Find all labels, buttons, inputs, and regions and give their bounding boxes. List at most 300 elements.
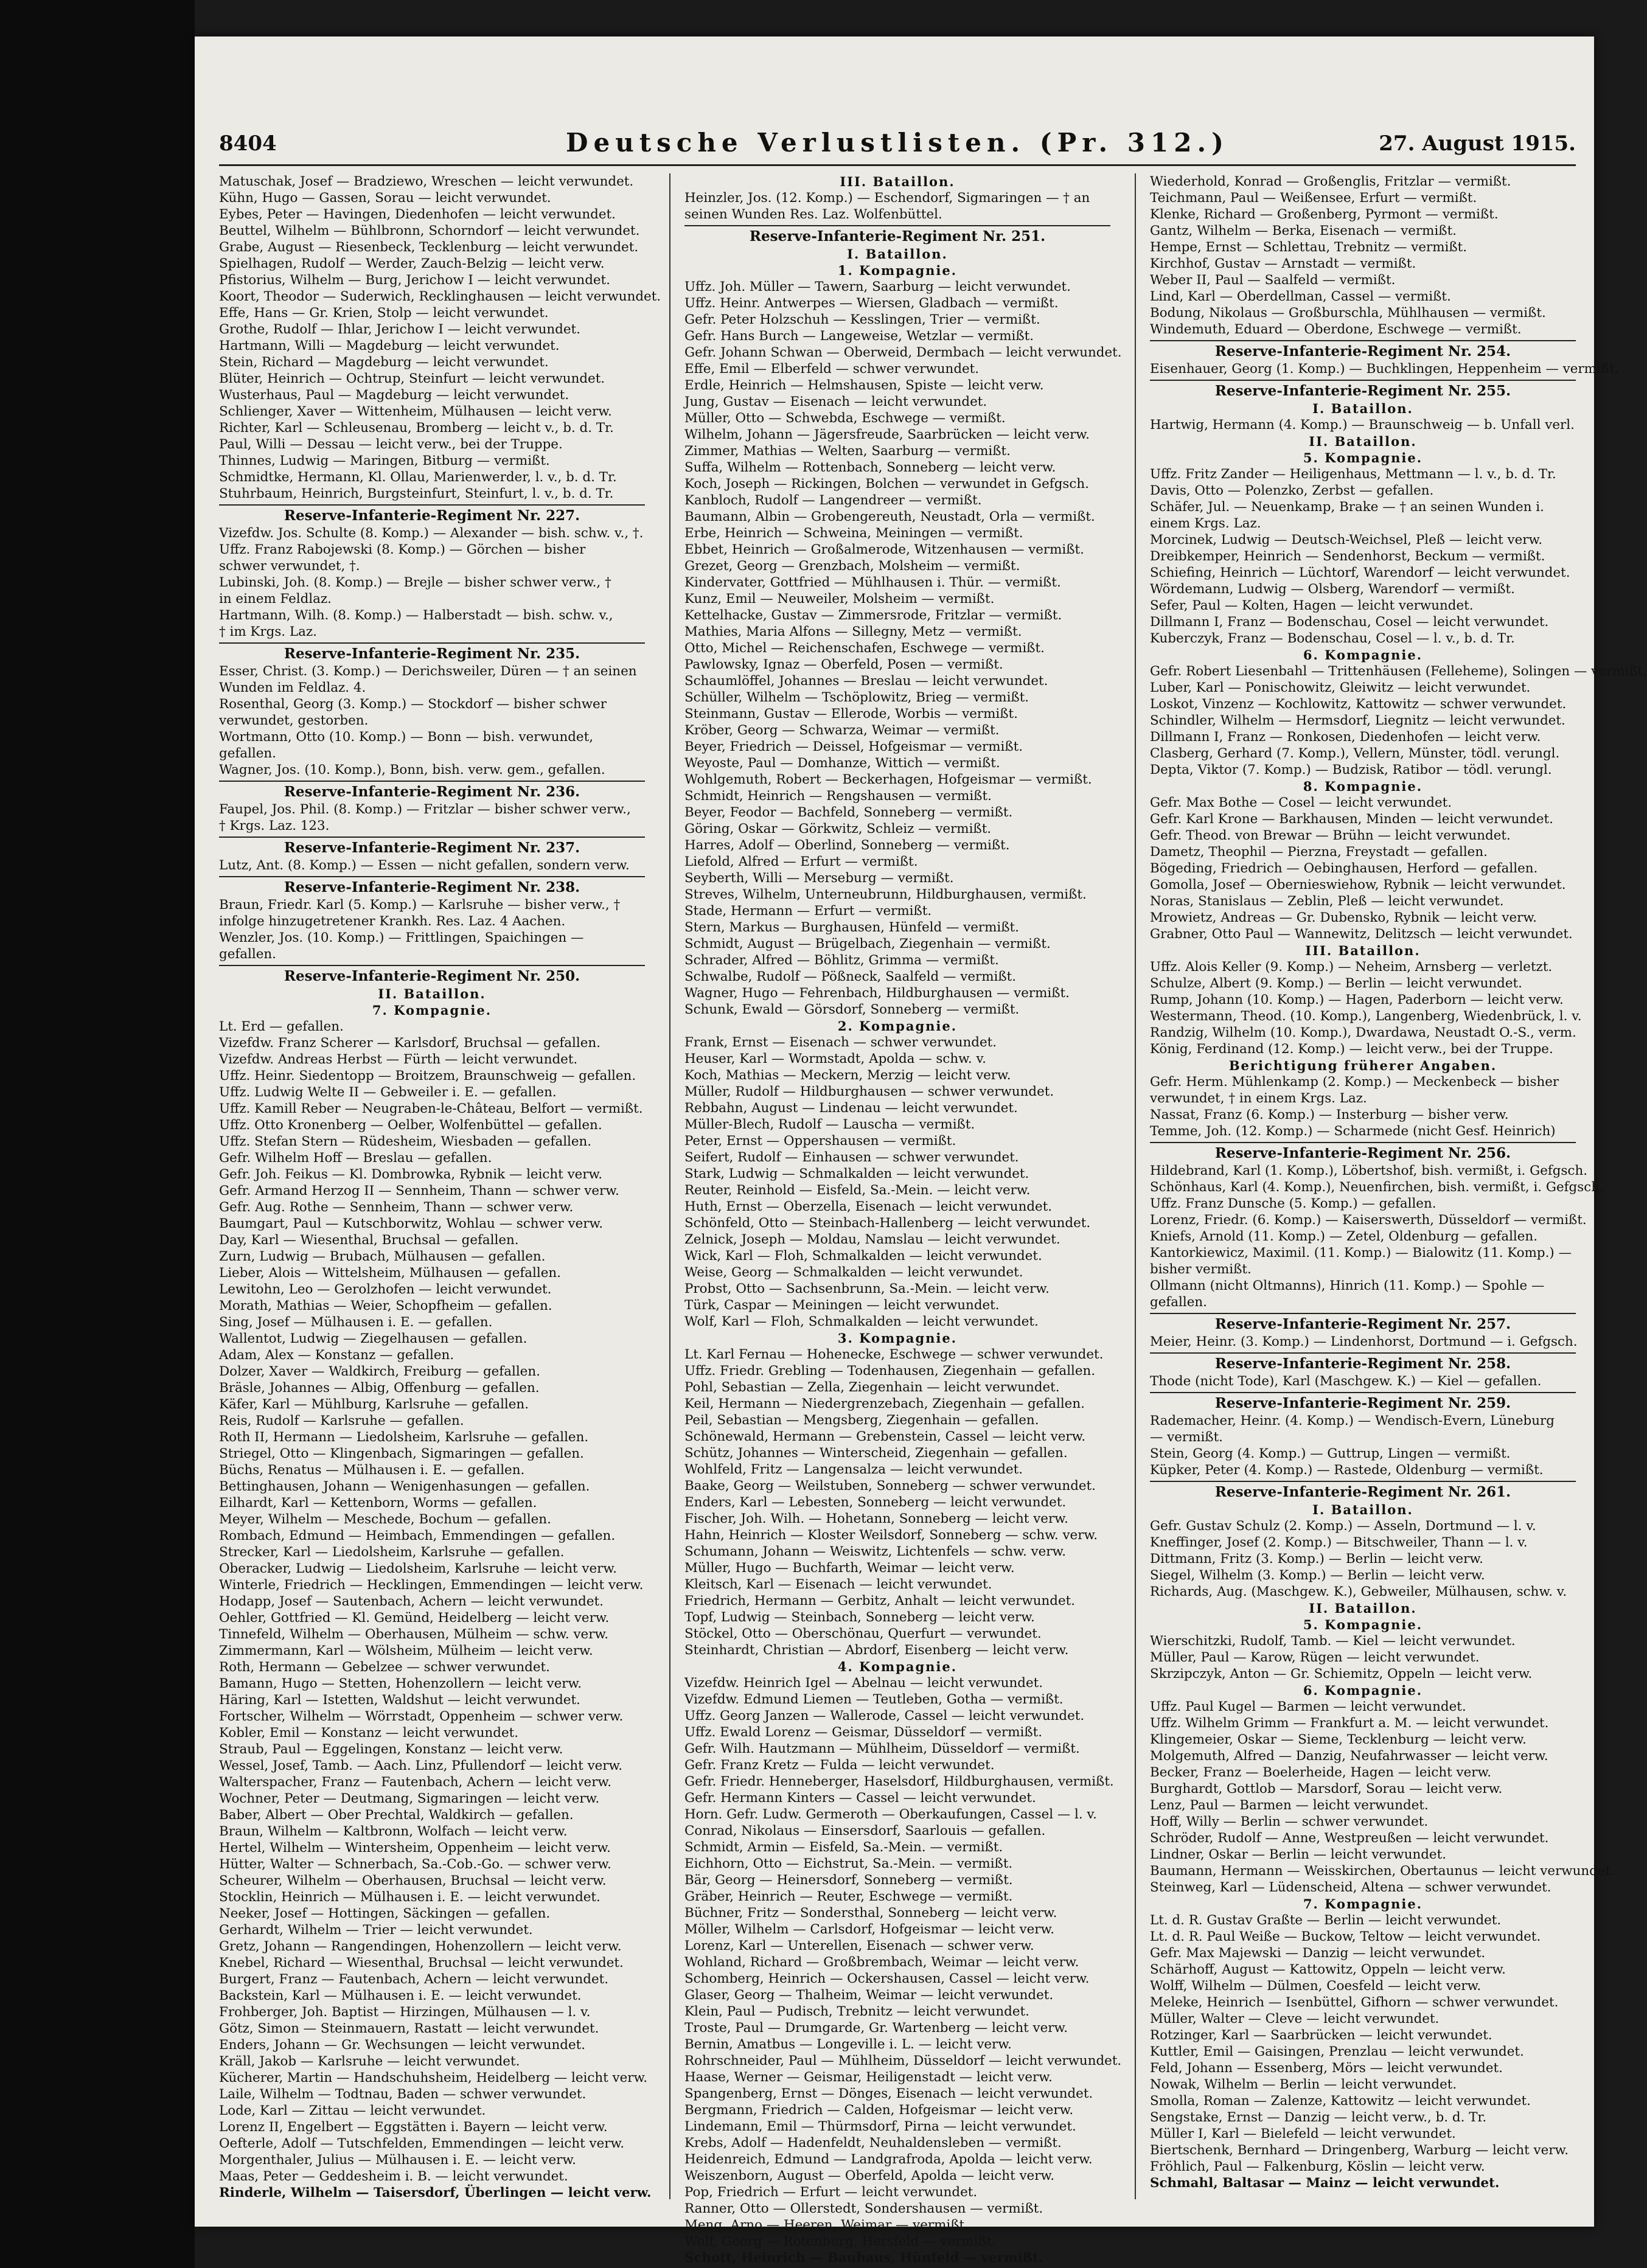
- casualty-entry: Uffz. Heinr. Antwerpes — Wiersen, Gladbach — vermißt.: [684, 296, 1059, 311]
- casualty-entry: Eilhardt, Karl — Kettenborn, Worms — gefallen.: [219, 1495, 537, 1511]
- casualty-entry: Frohberger, Joh. Baptist — Hirzingen, Mülhausen — l. v.: [219, 2005, 591, 2020]
- unit-subheading: III. Bataillon.: [840, 174, 955, 189]
- casualty-entry: gefallen.: [219, 947, 276, 962]
- casualty-entry: Gefr. Aug. Rothe — Sennheim, Thann — schwer verw.: [219, 1200, 574, 1215]
- casualty-entry: Gefr. Franz Kretz — Fulda — leicht verwundet.: [684, 1758, 995, 1773]
- unit-subheading: II. Bataillon.: [1309, 1601, 1417, 1616]
- unit-subheading: 4. Kompagnie.: [837, 1659, 958, 1674]
- casualty-entry: Knebel, Richard — Wiesenthal, Bruchsal — leicht verwundet.: [219, 1955, 624, 1971]
- casualty-entry: Kindervater, Gottfried — Mühlhausen i. Thür. — vermißt.: [684, 575, 1061, 590]
- casualty-entry: Koort, Theodor — Suderwich, Recklinghausen — leicht verwundet.: [219, 289, 661, 304]
- casualty-entry: Lutz, Ant. (8. Komp.) — Essen — nicht gefallen, sondern verw.: [219, 858, 630, 873]
- casualty-entry: Nowak, Wilhelm — Berlin — leicht verwundet.: [1150, 2077, 1457, 2092]
- casualty-entry: Uffz. Alois Keller (9. Komp.) — Neheim, Arnsberg — verletzt.: [1150, 959, 1553, 975]
- casualty-entry: Fischer, Joh. Wilh. — Hohetann, Sonneberg — leicht verw.: [684, 1511, 1068, 1526]
- casualty-entry: Oberacker, Ludwig — Liedolsheim, Karlsruhe — leicht verw.: [219, 1561, 617, 1576]
- regiment-heading: Reserve-Infanterie-Regiment Nr. 238.: [219, 876, 645, 897]
- unit-subheading: 6. Kompagnie.: [1303, 1683, 1423, 1698]
- casualty-entry: Schlienger, Xaver — Wittenheim, Mülhausen — leicht verw.: [219, 404, 612, 419]
- casualty-entry: Bettinghausen, Johann — Wenigenhasungen — gefallen.: [219, 1479, 590, 1494]
- casualty-entry: Wunden im Feldlaz. 4.: [219, 680, 366, 695]
- casualty-entry: Seifert, Rudolf — Einhausen — schwer verwundet.: [684, 1150, 1019, 1165]
- casualty-entry: Wolf, Karl — Floh, Schmalkalden — leicht verwundet.: [684, 1314, 1039, 1329]
- casualty-entry: Uffz. Georg Janzen — Wallerode, Cassel — leicht verwundet.: [684, 1708, 1085, 1724]
- casualty-entry: Gefr. Theod. von Brewar — Brühn — leicht verwundet.: [1150, 828, 1511, 843]
- casualty-entry: Uffz. Kamill Reber — Neugraben-le-Château, Belfort — vermißt.: [219, 1101, 643, 1116]
- regiment-heading: Reserve-Infanterie-Regiment Nr. 258.: [1150, 1352, 1576, 1373]
- casualty-entry: Heuser, Karl — Wormstadt, Apolda — schw. v.: [684, 1051, 986, 1066]
- casualty-entry: Rosenthal, Georg (3. Komp.) — Stockdorf — bisher schwer: [219, 697, 607, 712]
- casualty-entry: Thinnes, Ludwig — Maringen, Bitburg — vermißt.: [219, 453, 550, 468]
- casualty-entry: Lorenz, Friedr. (6. Komp.) — Kaiserswerth, Düsseldorf — vermißt.: [1150, 1212, 1587, 1228]
- casualty-entry: Loskot, Vinzenz — Kochlowitz, Kattowitz — schwer verwundet.: [1150, 697, 1567, 712]
- unit-subheading: I. Bataillon.: [847, 246, 948, 262]
- casualty-entry: Schmidtke, Hermann, Kl. Ollau, Marienwerder, l. v., b. d. Tr.: [219, 470, 617, 485]
- casualty-entry: Kniefs, Arnold (11. Komp.) — Zetel, Oldenburg — gefallen.: [1150, 1229, 1538, 1244]
- casualty-entry: Lt. d. R. Gustav Graßte — Berlin — leicht verwundet.: [1150, 1913, 1502, 1928]
- casualty-entry: Büchner, Fritz — Sondersthal, Sonneberg — leicht verw.: [684, 1905, 1057, 1921]
- casualty-entry: Otto, Michel — Reichenschafen, Eschwege — vermißt.: [684, 641, 1045, 656]
- casualty-entry: Dittmann, Fritz (3. Komp.) — Berlin — leicht verw.: [1150, 1551, 1483, 1567]
- casualty-entry: Sefer, Paul — Kolten, Hagen — leicht verwundet.: [1150, 598, 1474, 613]
- casualty-entry: Büchs, Renatus — Mülhausen i. E. — gefallen.: [219, 1463, 525, 1478]
- casualty-entry: Lieber, Alois — Wittelsheim, Mülhausen — gefallen.: [219, 1265, 561, 1281]
- casualty-entry: Weber II, Paul — Saalfeld — vermißt.: [1150, 273, 1396, 288]
- casualty-entry: Effe, Hans — Gr. Krien, Stolp — leicht verwundet.: [219, 305, 549, 321]
- casualty-entry: Beyer, Friedrich — Deissel, Hofgeismar — vermißt.: [684, 739, 1023, 754]
- casualty-entry: Schönhaus, Karl (4. Komp.), Neuenfirchen, bish. vermißt, i. Gefgsch.: [1150, 1180, 1604, 1195]
- casualty-entry: Lenz, Paul — Barmen — leicht verwundet.: [1150, 1798, 1429, 1813]
- casualty-entry: Lode, Karl — Zittau — leicht verwundet.: [219, 2103, 486, 2118]
- casualty-entry: Seyberth, Willi — Merseburg — vermißt.: [684, 871, 954, 886]
- column-1: [219, 173, 661, 2205]
- casualty-entry: Steinweg, Karl — Lüdenscheid, Altena — schwer verwundet.: [1150, 1880, 1551, 1895]
- casualty-entry: Biertschenk, Bernhard — Dringenberg, Warburg — leicht verw.: [1150, 2143, 1569, 2158]
- casualty-entry: Tinnefeld, Wilhelm — Oberhausen, Mülheim — schw. verw.: [219, 1627, 609, 1642]
- casualty-entry: Meng, Arno — Heeren, Weimar — vermißt.: [684, 2218, 969, 2233]
- column-2: [684, 173, 1122, 2266]
- casualty-entry: Meyer, Wilhelm — Meschede, Bochum — gefallen.: [219, 1512, 551, 1527]
- casualty-entry: Wohlfeld, Fritz — Langensalza — leicht verwundet.: [684, 1462, 1023, 1477]
- casualty-entry: Gantz, Wilhelm — Berka, Eisenach — vermißt.: [1150, 223, 1457, 238]
- casualty-entry: Braun, Wilhelm — Kaltbronn, Wolfach — leicht verw.: [219, 1824, 568, 1839]
- casualty-entry: Schomberg, Heinrich — Ockershausen, Cassel — leicht verw.: [684, 1971, 1090, 1986]
- casualty-entry: Müller, Otto — Schwebda, Eschwege — vermißt.: [684, 411, 1006, 426]
- casualty-entry: Wördemann, Ludwig — Olsberg, Warendorf — vermißt.: [1150, 582, 1515, 597]
- regiment-heading: Reserve-Infanterie-Regiment Nr. 261.: [1150, 1481, 1576, 1501]
- regiment-heading: Reserve-Infanterie-Regiment Nr. 227.: [219, 504, 645, 525]
- casualty-entry: Götz, Simon — Steinmauern, Rastatt — leicht verwundet.: [219, 2021, 599, 2036]
- casualty-entry: Liefold, Alfred — Erfurt — vermißt.: [684, 854, 918, 869]
- casualty-entry: Day, Karl — Wiesenthal, Bruchsal — gefallen.: [219, 1233, 519, 1248]
- casualty-entry: Peil, Sebastian — Mengsberg, Ziegenhain — gefallen.: [684, 1413, 1039, 1428]
- casualty-entry: Vizefdw. Franz Scherer — Karlsdorf, Bruchsal — gefallen.: [219, 1035, 601, 1051]
- casualty-entry: Uffz. Fritz Zander — Heiligenhaus, Mettmann — l. v., b. d. Tr.: [1150, 467, 1556, 482]
- casualty-entry: Lindemann, Emil — Thürmsdorf, Pirna — leicht verwundet.: [684, 2119, 1076, 2134]
- casualty-entry: Uffz. Ludwig Welte II — Gebweiler i. E. — gefallen.: [219, 1085, 557, 1100]
- casualty-entry: Uffz. Joh. Müller — Tawern, Saarburg — leicht verwundet.: [684, 279, 1071, 294]
- casualty-entry: Müller-Blech, Rudolf — Lauscha — vermißt.: [684, 1117, 975, 1132]
- casualty-entry: Kobler, Emil — Konstanz — leicht verwundet.: [219, 1725, 519, 1741]
- casualty-entry: Krebs, Adolf — Hadenfeldt, Neuhaldensleben — vermißt.: [684, 2135, 1062, 2151]
- casualty-entry: Türk, Caspar — Meiningen — leicht verwundet.: [684, 1298, 1000, 1313]
- casualty-entry: Stade, Hermann — Erfurt — vermißt.: [684, 903, 932, 919]
- regiment-heading: Reserve-Infanterie-Regiment Nr. 251.: [684, 225, 1110, 246]
- casualty-entry: Baumann, Albin — Grobengereuth, Neustadt, Orla — vermißt.: [684, 509, 1095, 524]
- casualty-entry: Luber, Karl — Ponischowitz, Gleiwitz — leicht verwundet.: [1150, 680, 1531, 695]
- casualty-entry: † im Krgs. Laz.: [219, 624, 317, 639]
- casualty-entry: Vizefdw. Heinrich Igel — Abelnau — leicht verwundet.: [684, 1675, 1043, 1691]
- casualty-entry: Richter, Karl — Schleusenau, Bromberg — leicht v., b. d. Tr.: [219, 420, 614, 436]
- unit-subheading: III. Bataillon.: [1305, 943, 1421, 958]
- casualty-entry: Wilhelm, Johann — Jägersfreude, Saarbrücken — leicht verw.: [684, 427, 1090, 442]
- casualty-entry: Meleke, Heinrich — Isenbüttel, Gifhorn — schwer verwundet.: [1150, 1995, 1559, 2010]
- regiment-heading: Reserve-Infanterie-Regiment Nr. 235.: [219, 642, 645, 663]
- casualty-entry: Gräber, Heinrich — Reuter, Eschwege — vermißt.: [684, 1889, 1013, 1904]
- casualty-entry: Schönewald, Hermann — Grebenstein, Cassel — leicht verw.: [684, 1429, 1086, 1444]
- casualty-entry: Frank, Ernst — Eisenach — schwer verwundet.: [684, 1035, 997, 1050]
- casualty-entry: Uffz. Franz Rabojewski (8. Komp.) — Görchen — bisher: [219, 542, 586, 557]
- casualty-entry: Probst, Otto — Sachsenbrunn, Sa.-Mein. — leicht verw.: [684, 1281, 1050, 1296]
- casualty-entry: Dillmann I, Franz — Ronkosen, Diedenhofen — leicht verw.: [1150, 729, 1541, 745]
- casualty-entry: Reuter, Reinhold — Eisfeld, Sa.-Mein. — leicht verw.: [684, 1183, 1031, 1198]
- casualty-entry: in einem Feldlaz.: [219, 591, 332, 607]
- regiment-heading: Reserve-Infanterie-Regiment Nr. 254.: [1150, 340, 1576, 361]
- casualty-entry: Gefr. Joh. Feikus — Kl. Dombrowka, Rybnik — leicht verw.: [219, 1167, 603, 1182]
- casualty-entry: Dametz, Theophil — Pierzna, Freystadt — gefallen.: [1150, 844, 1488, 860]
- casualty-entry: Müller, Walter — Cleve — leicht verwundet.: [1150, 2011, 1440, 2026]
- casualty-entry: Gefr. Wilhelm Hoff — Breslau — gefallen.: [219, 1150, 492, 1166]
- casualty-entry: Kuberczyk, Franz — Bodenschau, Cosel — l. v., b. d. Tr.: [1150, 631, 1515, 646]
- casualty-entry: Kanbloch, Rudolf — Langendreer — vermißt.: [684, 493, 982, 508]
- unit-subheading: 7. Kompagnie.: [372, 1003, 492, 1018]
- casualty-entry: Uffz. Heinr. Siedentopp — Broitzem, Braunschweig — gefallen.: [219, 1068, 636, 1084]
- casualty-entry: Kröber, Georg — Schwarza, Weimar — vermißt.: [684, 723, 1000, 738]
- casualty-entry: Gefr. Herm. Mühlenkamp (2. Komp.) — Meckenbeck — bisher: [1150, 1074, 1559, 1090]
- casualty-entry: Schunk, Ewald — Görsdorf, Sonneberg — vermißt.: [684, 1002, 1020, 1017]
- casualty-entry: Nassat, Franz (6. Komp.) — Insterburg — bisher verw.: [1150, 1107, 1509, 1122]
- casualty-entry: Küpker, Peter (4. Komp.) — Rastede, Oldenburg — vermißt.: [1150, 1463, 1544, 1478]
- casualty-entry: Bergmann, Friedrich — Calden, Hofgeismar — leicht verw.: [684, 2103, 1074, 2118]
- casualty-entry: Burghardt, Gottlob — Marsdorf, Sorau — leicht verw.: [1150, 1781, 1503, 1797]
- casualty-entry: Grabe, August — Riesenbeck, Tecklenburg — leicht verwundet.: [219, 240, 639, 255]
- casualty-entry: Hempe, Ernst — Schlettau, Trebnitz — vermißt.: [1150, 240, 1468, 255]
- casualty-entry: Müller I, Karl — Bielefeld — leicht verwundet.: [1150, 2126, 1456, 2141]
- casualty-entry: Schärhoff, August — Kattowitz, Oppeln — leicht verw.: [1150, 1962, 1506, 1977]
- casualty-entry: Wolf, Georg — Rotenburg, Hersfeld — vermißt.: [684, 2234, 996, 2249]
- casualty-entry: Schüller, Wilhelm — Tschöplowitz, Brieg — vermißt.: [684, 690, 1029, 705]
- casualty-entry: Westermann, Theod. (10. Komp.), Langenberg, Wiedenbrück, l. v.: [1150, 1009, 1582, 1024]
- casualty-entry: Uffz. Otto Kronenberg — Oelber, Wolfenbüttel — gefallen.: [219, 1118, 602, 1133]
- unit-subheading: I. Bataillon.: [1312, 1502, 1413, 1517]
- casualty-entry: Weiszenborn, August — Oberfeld, Apolda — leicht verw.: [684, 2168, 1055, 2183]
- casualty-entry: Lubinski, Joh. (8. Komp.) — Brejle — bisher schwer verw., †: [219, 575, 611, 590]
- regiment-heading: Reserve-Infanterie-Regiment Nr. 256.: [1150, 1142, 1576, 1163]
- casualty-entry: Gefr. Robert Liesenbahl — Trittenhäusen (Felleheme), Solingen — vermißt.: [1150, 664, 1647, 679]
- casualty-entry: seinen Wunden Res. Laz. Wolfenbüttel.: [684, 207, 942, 222]
- casualty-entry: Göring, Oskar — Görkwitz, Schleiz — vermißt.: [684, 821, 992, 837]
- casualty-entry: Mathies, Maria Alfons — Sillegny, Metz — vermißt.: [684, 624, 1022, 639]
- casualty-entry: Hahn, Heinrich — Kloster Weilsdorf, Sonneberg — schw. verw.: [684, 1528, 1098, 1543]
- casualty-entry: Lt. d. R. Paul Weiße — Buckow, Teltow — leicht verwundet.: [1150, 1929, 1541, 1944]
- casualty-entry: Gefr. Hermann Kinters — Cassel — leicht verwundet.: [684, 1790, 1036, 1806]
- casualty-entry: Huth, Ernst — Oberzella, Eisenach — leicht verwundet.: [684, 1199, 1053, 1214]
- casualty-entry: Stuhrbaum, Heinrich, Burgsteinfurt, Steinfurt, l. v., b. d. Tr.: [219, 486, 614, 501]
- casualty-entry: Sengstake, Ernst — Danzig — leicht verw., b. d. Tr.: [1150, 2110, 1487, 2125]
- unit-subheading: 1. Kompagnie.: [837, 263, 958, 278]
- casualty-entry: Stocklin, Heinrich — Mülhausen i. E. — leicht verwundet.: [219, 1890, 601, 1905]
- casualty-entry: Kantorkiewicz, Maximil. (11. Komp.) — Bialowitz (11. Komp.) —: [1150, 1245, 1572, 1261]
- casualty-entry: Straub, Paul — Eggelingen, Konstanz — leicht verw.: [219, 1742, 563, 1757]
- casualty-entry: Uffz. Ewald Lorenz — Geismar, Düsseldorf — vermißt.: [684, 1725, 1043, 1740]
- casualty-entry: Randzig, Wilhelm (10. Komp.), Dwardawa, Neustadt O.-S., verm.: [1150, 1025, 1576, 1040]
- casualty-entry: Wagner, Hugo — Fehrenbach, Hildburghausen — vermißt.: [684, 986, 1070, 1001]
- casualty-entry: Schiefing, Heinrich — Lüchtorf, Warendorf — leicht verwundet.: [1150, 565, 1570, 580]
- casualty-entry: Kneffinger, Josef (2. Komp.) — Bitschweiler, Thann — l. v.: [1150, 1535, 1528, 1550]
- casualty-entry: Gefr. Hans Burch — Langeweise, Wetzlar — vermißt.: [684, 329, 1034, 344]
- casualty-entry: Schwalbe, Rudolf — Pößneck, Saalfeld — vermißt.: [684, 969, 1017, 984]
- casualty-entry: Roth II, Hermann — Liedolsheim, Karlsruhe — gefallen.: [219, 1430, 589, 1445]
- casualty-entry: Suffa, Wilhelm — Rottenbach, Sonneberg — leicht verw.: [684, 460, 1056, 475]
- casualty-entry: Schäfer, Jul. — Neuenkamp, Brake — † an seinen Wunden i.: [1150, 499, 1544, 515]
- casualty-entry: Davis, Otto — Polenzko, Zerbst — gefallen.: [1150, 483, 1434, 498]
- casualty-entry: Schmidt, August — Brügelbach, Ziegenhain — vermißt.: [684, 936, 1051, 951]
- casualty-entry: Windemuth, Eduard — Oberdone, Eschwege — vermißt.: [1150, 322, 1522, 337]
- casualty-entry: Laile, Wilhelm — Todtnau, Baden — schwer verwundet.: [219, 2087, 587, 2102]
- casualty-entry: Steinmann, Gustav — Ellerode, Worbis — vermißt.: [684, 706, 1018, 722]
- casualty-entry: Pop, Friedrich — Erfurt — leicht verwundet.: [684, 2185, 978, 2200]
- casualty-entry: Pfistorius, Wilhelm — Burg, Jerichow I — leicht verwundet.: [219, 273, 610, 288]
- casualty-entry: Gretz, Johann — Rangendingen, Hohenzollern — leicht verw.: [219, 1939, 622, 1954]
- casualty-entry: Möller, Wilhelm — Carlsdorf, Hofgeismar — leicht verw.: [684, 1922, 1055, 1937]
- casualty-entry: Hartmann, Willi — Magdeburg — leicht verwundet.: [219, 338, 560, 353]
- casualty-entry: Noras, Stanislaus — Zeblin, Pleß — leicht verwundet.: [1150, 894, 1504, 909]
- casualty-entry: Morcinek, Ludwig — Deutsch-Weichsel, Pleß — leicht verw.: [1150, 532, 1543, 548]
- regiment-heading: Reserve-Infanterie-Regiment Nr. 255.: [1150, 380, 1576, 400]
- casualty-entry: Wallentot, Ludwig — Ziegelhausen — gefallen.: [219, 1331, 528, 1346]
- casualty-entry: Rebbahn, August — Lindenau — leicht verwundet.: [684, 1101, 1018, 1116]
- casualty-entry: Schönfeld, Otto — Steinbach-Hallenberg — leicht verwundet.: [684, 1216, 1091, 1231]
- casualty-entry: Heinzler, Jos. (12. Komp.) — Eschendorf, Sigmaringen — † an: [684, 190, 1090, 206]
- casualty-entry: Spangenberg, Ernst — Dönges, Eisenach — leicht verwundet.: [684, 2086, 1093, 2101]
- casualty-entry: Kühn, Hugo — Gassen, Sorau — leicht verwundet.: [219, 190, 551, 206]
- unit-subheading: I. Bataillon.: [1312, 401, 1413, 416]
- casualty-entry: Schrader, Alfred — Böhlitz, Grimma — vermißt.: [684, 953, 999, 968]
- unit-subheading: Berichtigung früherer Angaben.: [1228, 1058, 1497, 1073]
- casualty-entry: Zelnick, Joseph — Moldau, Namslau — leicht verwundet.: [684, 1232, 1060, 1247]
- casualty-entry: Clasberg, Gerhard (7. Komp.), Vellern, Münster, tödl. verungl.: [1150, 746, 1560, 761]
- casualty-entry: Glaser, Georg — Thalheim, Weimar — leicht verwundet.: [684, 1988, 1054, 2003]
- casualty-entry: Schumann, Johann — Weiswitz, Lichtenfels — schw. verw.: [684, 1544, 1067, 1559]
- casualty-entry: Uffz. Paul Kugel — Barmen — leicht verwundet.: [1150, 1699, 1466, 1714]
- casualty-entry: Kuttler, Emil — Gaisingen, Prenzlau — leicht verwundet.: [1150, 2044, 1524, 2059]
- casualty-entry: Rombach, Edmund — Heimbach, Emmendingen — gefallen.: [219, 1528, 616, 1543]
- casualty-entry: Esser, Christ. (3. Komp.) — Derichsweiler, Düren — † an seinen: [219, 664, 637, 679]
- casualty-entry: Stern, Markus — Burghausen, Hünfeld — vermißt.: [684, 920, 1019, 935]
- casualty-entry: Schmidt, Armin — Eisfeld, Sa.-Mein. — vermißt.: [684, 1840, 1003, 1855]
- casualty-entry: Scheurer, Wilhelm — Oberhausen, Bruchsal — leicht verw.: [219, 1873, 607, 1888]
- casualty-entry: — vermißt.: [1150, 1430, 1223, 1445]
- casualty-entry: Rohrschneider, Paul — Mühlheim, Düsseldorf — leicht verwundet.: [684, 2053, 1122, 2068]
- casualty-entry: Grothe, Rudolf — Ihlar, Jerichow I — leicht verwundet.: [219, 322, 580, 337]
- casualty-entry: Koch, Mathias — Meckern, Merzig — leicht verw.: [684, 1068, 1011, 1083]
- casualty-entry: Bodung, Nikolaus — Großburschla, Mühlhausen — vermißt.: [1150, 305, 1546, 321]
- casualty-entry: Rotzinger, Karl — Saarbrücken — leicht verwundet.: [1150, 2028, 1492, 2043]
- casualty-entry: Stein, Richard — Magdeburg — leicht verwundet.: [219, 355, 549, 370]
- casualty-entry: Teichmann, Paul — Weißensee, Erfurt — vermißt.: [1150, 190, 1477, 206]
- casualty-entry: Stark, Ludwig — Schmalkalden — leicht verwundet.: [684, 1166, 1029, 1181]
- unit-subheading: 6. Kompagnie.: [1303, 647, 1423, 663]
- casualty-entry: Richards, Aug. (Maschgew. K.), Gebweiler, Mülhausen, schw. v.: [1150, 1584, 1567, 1599]
- casualty-entry: Vizefdw. Edmund Liemen — Teutleben, Gotha — vermißt.: [684, 1692, 1064, 1707]
- page-title: Deutsche Verlustlisten. (Pr. 312.): [566, 128, 1229, 158]
- casualty-entry: Koch, Joseph — Rickingen, Bolchen — verwundet in Gefgsch.: [684, 476, 1089, 492]
- casualty-entry: Kunz, Emil — Neuweiler, Molsheim — vermißt.: [684, 591, 995, 607]
- casualty-entry: Schmahl, Baltasar — Mainz — leicht verwundet.: [1150, 2176, 1500, 2191]
- unit-subheading: II. Bataillon.: [1309, 434, 1417, 449]
- casualty-entry: Oehler, Gottfried — Kl. Gemünd, Heidelberg — leicht verw.: [219, 1610, 610, 1626]
- casualty-entry: Schmidt, Heinrich — Rengshausen — vermißt.: [684, 788, 992, 804]
- casualty-entry: Eichhorn, Otto — Eichstrut, Sa.-Mein. — vermißt.: [684, 1856, 1013, 1871]
- casualty-entry: Beyer, Feodor — Bachfeld, Sonneberg — vermißt.: [684, 805, 1013, 820]
- casualty-entry: Schröder, Rudolf — Anne, Westpreußen — leicht verwundet.: [1150, 1831, 1549, 1846]
- casualty-entry: Troste, Paul — Drumgarde, Gr. Wartenberg — leicht verw.: [684, 2020, 1068, 2036]
- casualty-entry: Eybes, Peter — Havingen, Diedenhofen — leicht verwundet.: [219, 207, 616, 222]
- casualty-entry: Uffz. Wilhelm Grimm — Frankfurt a. M. — leicht verwundet.: [1150, 1716, 1549, 1731]
- casualty-entry: Oefterle, Adolf — Tutschfelden, Emmendingen — leicht verw.: [219, 2136, 625, 2151]
- casualty-entry: Wessel, Josef, Tamb. — Aach. Linz, Pfullendorf — leicht verw.: [219, 1758, 623, 1773]
- casualty-entry: Harres, Adolf — Oberlind, Sonneberg — vermißt.: [684, 838, 1010, 853]
- casualty-entry: Matuschak, Josef — Bradziewo, Wreschen — leicht verwundet.: [219, 174, 634, 189]
- casualty-entry: Enders, Johann — Gr. Wechsungen — leicht verwundet.: [219, 2037, 586, 2053]
- casualty-entry: Thode (nicht Tode), Karl (Maschgew. K.) — Kiel — gefallen.: [1150, 1374, 1542, 1389]
- casualty-entry: Bär, Georg — Heinersdorf, Sonneberg — vermißt.: [684, 1873, 1013, 1888]
- casualty-entry: Winterle, Friedrich — Hecklingen, Emmendingen — leicht verw.: [219, 1578, 644, 1593]
- casualty-entry: Gefr. Peter Holzschuh — Kesslingen, Trier — vermißt.: [684, 312, 1040, 327]
- casualty-entry: Pawlowsky, Ignaz — Oberfeld, Posen — vermißt.: [684, 657, 1003, 672]
- casualty-entry: Fröhlich, Paul — Falkenburg, Köslin — leicht verw.: [1150, 2159, 1485, 2174]
- casualty-entry: Bräsle, Johannes — Albig, Offenburg — gefallen.: [219, 1380, 540, 1396]
- issue-date: 27. August 1915.: [1379, 131, 1576, 156]
- casualty-entry: Gefr. Karl Krone — Barkhausen, Minden — leicht verwundet.: [1150, 812, 1553, 827]
- casualty-entry: Kleitsch, Karl — Eisenach — leicht verwundet.: [684, 1577, 992, 1592]
- casualty-entry: Horn. Gefr. Ludw. Germeroth — Oberkaufungen, Cassel — l. v.: [684, 1807, 1097, 1822]
- casualty-entry: Schütz, Johannes — Winterscheid, Ziegenhain — gefallen.: [684, 1445, 1068, 1461]
- unit-subheading: II. Bataillon.: [378, 986, 486, 1001]
- casualty-entry: Ollmann (nicht Oltmanns), Hinrich (11. Komp.) — Spohle —: [1150, 1278, 1545, 1293]
- casualty-entry: Erbe, Heinrich — Schweina, Meiningen — vermißt.: [684, 526, 1023, 541]
- casualty-entry: Baumgart, Paul — Kutschborwitz, Wohlau — schwer verw.: [219, 1216, 604, 1231]
- casualty-entry: Hoff, Willy — Berlin — schwer verwundet.: [1150, 1814, 1429, 1829]
- column-divider: [669, 173, 670, 2199]
- casualty-entry: Sing, Josef — Mülhausen i. E. — gefallen.: [219, 1315, 493, 1330]
- casualty-entry: Peter, Ernst — Oppershausen — vermißt.: [684, 1133, 956, 1149]
- casualty-entry: Burgert, Franz — Fautenbach, Achern — leicht verwundet.: [219, 1972, 609, 1987]
- casualty-entry: Gefr. Armand Herzog II — Sennheim, Thann — schwer verw.: [219, 1183, 619, 1198]
- casualty-entry: Enders, Karl — Lebesten, Sonneberg — leicht verwundet.: [684, 1495, 1067, 1510]
- casualty-entry: Vizefdw. Jos. Schulte (8. Komp.) — Alexander — bish. schw. v., †.: [219, 526, 644, 541]
- casualty-entry: Bernin, Amatbus — Longeville i. L. — leicht verw.: [684, 2037, 1012, 2052]
- casualty-entry: Bamann, Hugo — Stetten, Hohenzollern — leicht verw.: [219, 1676, 582, 1691]
- casualty-entry: Wohland, Richard — Großbrembach, Weimar — leicht verw.: [684, 1955, 1079, 1970]
- casualty-entry: schwer verwundet, †.: [219, 558, 360, 574]
- casualty-entry: Hildebrand, Karl (1. Komp.), Löbertshof, bish. vermißt, i. Gefgsch.: [1150, 1163, 1588, 1178]
- casualty-entry: Kücherer, Martin — Handschuhsheim, Heidelberg — leicht verw.: [219, 2070, 648, 2085]
- casualty-entry: Reis, Rudolf — Karlsruhe — gefallen.: [219, 1413, 464, 1428]
- casualty-entry: Haase, Werner — Geismar, Heiligenstadt — leicht verw.: [684, 2070, 1053, 2085]
- casualty-entry: Lorenz, Karl — Unterellen, Eisenach — schwer verw.: [684, 1938, 1034, 1953]
- casualty-entry: Gefr. Wilh. Hautzmann — Mühlheim, Düsseldorf — vermißt.: [684, 1741, 1080, 1756]
- casualty-entry: Paul, Willi — Dessau — leicht verw., bei der Truppe.: [219, 437, 563, 452]
- casualty-entry: Klein, Paul — Pudisch, Trebnitz — leicht verwundet.: [684, 2004, 1029, 2019]
- casualty-entry: Schulze, Albert (9. Komp.) — Berlin — leicht verwundet.: [1150, 976, 1522, 991]
- casualty-entry: Backstein, Karl — Mülhausen i. E. — leicht verwundet.: [219, 1988, 582, 2003]
- casualty-entry: Beuttel, Wilhelm — Bühlbronn, Schorndorf — leicht verwundet.: [219, 223, 640, 238]
- unit-subheading: 2. Kompagnie.: [837, 1018, 958, 1034]
- regiment-heading: Reserve-Infanterie-Regiment Nr. 236.: [219, 781, 645, 801]
- casualty-entry: Strecker, Karl — Liedolsheim, Karlsruhe — gefallen.: [219, 1545, 565, 1560]
- casualty-entry: Rinderle, Wilhelm — Taisersdorf, Überlingen — leicht verw.: [219, 2185, 652, 2200]
- casualty-entry: Müller, Hugo — Buchfarth, Weimar — leicht verw.: [684, 1560, 1015, 1576]
- casualty-entry: Bögeding, Friedrich — Oebinghausen, Herford — gefallen.: [1150, 861, 1538, 876]
- casualty-entry: Depta, Viktor (7. Komp.) — Budzisk, Ratibor — tödl. verungl.: [1150, 762, 1552, 777]
- casualty-entry: Baumann, Hermann — Weisskirchen, Obertaunus — leicht verwundet.: [1150, 1863, 1615, 1879]
- casualty-entry: Klenke, Richard — Großenberg, Pyrmont — vermißt.: [1150, 207, 1499, 222]
- regiment-heading: Reserve-Infanterie-Regiment Nr. 259.: [1150, 1392, 1576, 1413]
- regiment-heading: Reserve-Infanterie-Regiment Nr. 250.: [219, 965, 645, 986]
- casualty-entry: einem Krgs. Laz.: [1150, 516, 1261, 531]
- casualty-entry: Gomolla, Josef — Obernieswiehow, Rybnik — leicht verwundet.: [1150, 877, 1566, 892]
- unit-subheading: 3. Kompagnie.: [837, 1331, 958, 1346]
- casualty-entry: Wusterhaus, Paul — Magdeburg — leicht verwundet.: [219, 388, 569, 403]
- regiment-heading: Reserve-Infanterie-Regiment Nr. 257.: [1150, 1313, 1576, 1334]
- casualty-entry: Wortmann, Otto (10. Komp.) — Bonn — bish. verwundet,: [219, 729, 593, 745]
- casualty-entry: Wierschitzki, Rudolf, Tamb. — Kiel — leicht verwundet.: [1150, 1633, 1516, 1649]
- casualty-entry: Wiederhold, Konrad — Großenglis, Fritzlar — vermißt.: [1150, 174, 1511, 189]
- unit-subheading: 8. Kompagnie.: [1303, 779, 1423, 794]
- casualty-entry: Zurn, Ludwig — Brubach, Mülhausen — gefallen.: [219, 1249, 546, 1264]
- casualty-entry: Hodapp, Josef — Sautenbach, Achern — leicht verwundet.: [219, 1594, 604, 1609]
- casualty-entry: Uffz. Stefan Stern — Rüdesheim, Wiesbaden — gefallen.: [219, 1134, 592, 1149]
- casualty-entry: Dolzer, Xaver — Waldkirch, Freiburg — gefallen.: [219, 1364, 540, 1379]
- casualty-entry: Faupel, Jos. Phil. (8. Komp.) — Fritzlar — bisher schwer verw.,: [219, 802, 631, 817]
- casualty-entry: Lind, Karl — Oberdellman, Cassel — vermißt.: [1150, 289, 1451, 304]
- casualty-entry: Weise, Georg — Schmalkalden — leicht verwundet.: [684, 1265, 1023, 1280]
- casualty-entry: Wick, Karl — Floh, Schmalkalden — leicht verwundet.: [684, 1248, 1042, 1264]
- casualty-entry: Dreibkemper, Heinrich — Sendenhorst, Beckum — vermißt.: [1150, 549, 1545, 564]
- casualty-entry: Hartwig, Hermann (4. Komp.) — Braunschweig — b. Unfall verl.: [1150, 417, 1575, 433]
- casualty-entry: Fortscher, Wilhelm — Wörrstadt, Oppenheim — schwer verw.: [219, 1709, 624, 1724]
- casualty-entry: Kettelhacke, Gustav — Zimmersrode, Fritzlar — vermißt.: [684, 608, 1062, 623]
- casualty-entry: Lorenz II, Engelbert — Eggstätten i. Bayern — leicht verw.: [219, 2120, 608, 2135]
- casualty-entry: Hertel, Wilhelm — Wintersheim, Oppenheim — leicht verw.: [219, 1840, 611, 1856]
- casualty-entry: Lt. Erd — gefallen.: [219, 1019, 344, 1034]
- casualty-entry: Lt. Karl Fernau — Hohenecke, Eschwege — schwer verwundet.: [684, 1347, 1104, 1362]
- casualty-entry: Weyoste, Paul — Domhanze, Wittich — vermißt.: [684, 756, 1000, 771]
- casualty-entry: Dillmann I, Franz — Bodenschau, Cosel — leicht verwundet.: [1150, 614, 1549, 630]
- casualty-entry: Keil, Hermann — Niedergrenzebach, Ziegenhain — gefallen.: [684, 1396, 1085, 1411]
- casualty-entry: König, Ferdinand (12. Komp.) — leicht verw., bei der Truppe.: [1150, 1042, 1553, 1057]
- casualty-entry: Gefr. Gustav Schulz (2. Komp.) — Asseln, Dortmund — l. v.: [1150, 1518, 1536, 1534]
- casualty-entry: Schaumlöffel, Johannes — Breslau — leicht verwundet.: [684, 673, 1048, 689]
- column-divider: [1135, 173, 1136, 2199]
- casualty-entry: Gefr. Friedr. Henneberger, Haselsdorf, Hildburghausen, vermißt.: [684, 1774, 1114, 1789]
- casualty-entry: Adam, Alex — Konstanz — gefallen.: [219, 1348, 454, 1363]
- casualty-entry: Baber, Albert — Ober Prechtal, Waldkirch — gefallen.: [219, 1807, 574, 1823]
- page-header: [219, 128, 1576, 166]
- casualty-entry: Kirchhof, Gustav — Arnstadt — vermißt.: [1150, 256, 1416, 271]
- casualty-entry: Steinhardt, Christian — Abrdorf, Eisenberg — leicht verw.: [684, 1643, 1069, 1658]
